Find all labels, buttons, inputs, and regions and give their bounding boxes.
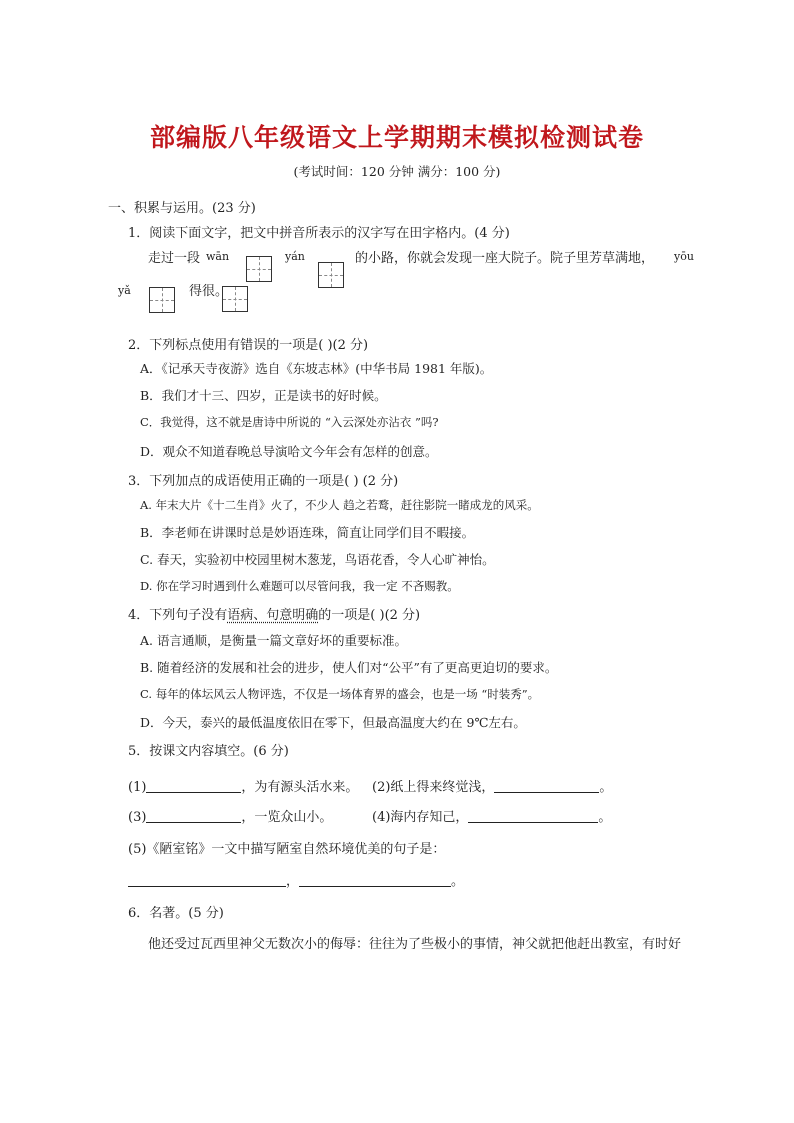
exam-subtitle: (考试时间：120 分钟 满分：100 分)	[293, 164, 501, 179]
q2-stem: 2．下列标点使用有错误的一项是( )(2 分)	[128, 338, 369, 353]
q5-item-3-prefix: (3)	[128, 810, 147, 825]
q5-blank-2[interactable]	[494, 778, 599, 793]
q1-text-2: 的小路，你就会发现一座大院子。院子里芳草满地，	[355, 251, 655, 266]
q5-item-3	[128, 806, 332, 825]
q1-answer-grid-2[interactable]	[318, 262, 344, 288]
q3-option-b: B．李老师在讲课时总是妙语连珠，简直让同学们目不暇接。	[140, 525, 475, 540]
q6-stem: 6．名著。(5 分)	[128, 906, 224, 921]
q5-blank-5a[interactable]	[128, 872, 286, 887]
q5-blank-3[interactable]	[146, 808, 241, 823]
q5-item-5: (5)《陋室铭》一文中描写陋室自然环境优美的句子是：	[128, 842, 446, 857]
q1-text-1: 走过一段	[148, 251, 201, 266]
q5-item-5-end: 。	[451, 874, 465, 889]
q4-option-d: D．今天，泰兴的最低温度依旧在零下，但最高温度大约在 9℃左右。	[140, 715, 526, 730]
q1-pinyin-2: yán	[285, 250, 305, 263]
q5-item-1-prefix: (1)	[128, 780, 147, 795]
section-heading: 一、积累与运用。(23 分)	[108, 201, 256, 216]
q4-option-a: A. 语言通顺，是衡量一篇文章好坏的重要标准。	[140, 633, 407, 648]
q3-stem: 3．下列加点的成语使用正确的一项是( ) (2 分)	[128, 474, 399, 489]
q5-item-2	[372, 776, 612, 795]
q1-pinyin-4: yǎ	[118, 284, 131, 297]
q2-option-d: D．观众不知道春晚总导演哈文今年会有怎样的创意。	[140, 444, 438, 459]
q4-option-b: B. 随着经济的发展和社会的进步，使人们对“公平”有了更高更迫切的要求。	[140, 660, 558, 675]
q4-stem-end: 的一项是( )(2 分)	[318, 608, 421, 623]
q1-text-3: 得很。	[189, 284, 229, 299]
q5-item-3-suffix: ，一览众山小。	[241, 810, 333, 825]
q4-option-c: C. 每年的体坛风云人物评选，不仅是一场体育界的盛会，也是一场 “时装秀”。	[140, 687, 540, 701]
q4-stem	[128, 604, 420, 623]
q5-item-2-suffix: 。	[599, 780, 613, 795]
q2-option-a: A．《记承天寺夜游》选自《东坡志林》(中华书局 1981 年版)。	[140, 361, 493, 376]
q5-blank-4[interactable]	[468, 808, 598, 823]
q5-item-4-prefix: (4)海内存知己，	[372, 810, 469, 825]
q1-pinyin-1: wān	[206, 250, 230, 263]
q5-blank-5b[interactable]	[299, 872, 451, 887]
q4-stem-dotted: 语病、句意明确	[227, 608, 319, 623]
q3-option-d: D. 你在学习时遇到什么难题可以尽管问我，我一定 不吝赐教。	[140, 579, 459, 593]
q1-stem: 1．阅读下面文字，把文中拼音所表示的汉字写在田字格内。(4 分)	[128, 226, 510, 241]
q5-item-1	[128, 776, 358, 795]
q5-blank-1[interactable]	[146, 778, 241, 793]
q3-option-c: C. 春天，实验初中校园里树木葱茏，鸟语花香，令人心旷神怡。	[140, 552, 495, 567]
q1-answer-grid-4[interactable]	[222, 286, 248, 312]
q2-option-b: B．我们才十三、四岁，正是读书的好时候。	[140, 388, 387, 403]
q2-option-c: C．我觉得，这不就是唐诗中所说的 “入云深处亦沾衣 ”吗?	[140, 415, 439, 429]
q5-item-4	[372, 806, 611, 825]
q1-answer-grid-1[interactable]	[246, 256, 272, 282]
q1-answer-grid-3[interactable]	[149, 287, 175, 313]
q5-item-2-prefix: (2)纸上得来终觉浅，	[372, 780, 495, 795]
q4-stem-start: 4．下列句子没有	[128, 608, 228, 623]
q5-item-5-separator: ，	[286, 874, 300, 889]
q5-item-1-suffix: ，为有源头活水来。	[241, 780, 359, 795]
q1-pinyin-3: yōu	[674, 250, 694, 263]
q3-option-a: A. 年末大片《十二生肖》火了，不少人 趋之若鹜，赶往影院一睹成龙的风采。	[140, 498, 539, 512]
exam-title: 部编版八年级语文上学期期末模拟检测试卷	[149, 123, 644, 152]
q6-passage: 他还受过瓦西里神父无数次小的侮辱：往往为了些极小的事情，神父就把他赶出教室，有时好	[148, 937, 682, 952]
q5-item-4-suffix: 。	[598, 810, 612, 825]
q5-stem: 5．按课文内容填空。(6 分)	[128, 744, 289, 759]
q5-item-5-blanks	[128, 870, 464, 889]
